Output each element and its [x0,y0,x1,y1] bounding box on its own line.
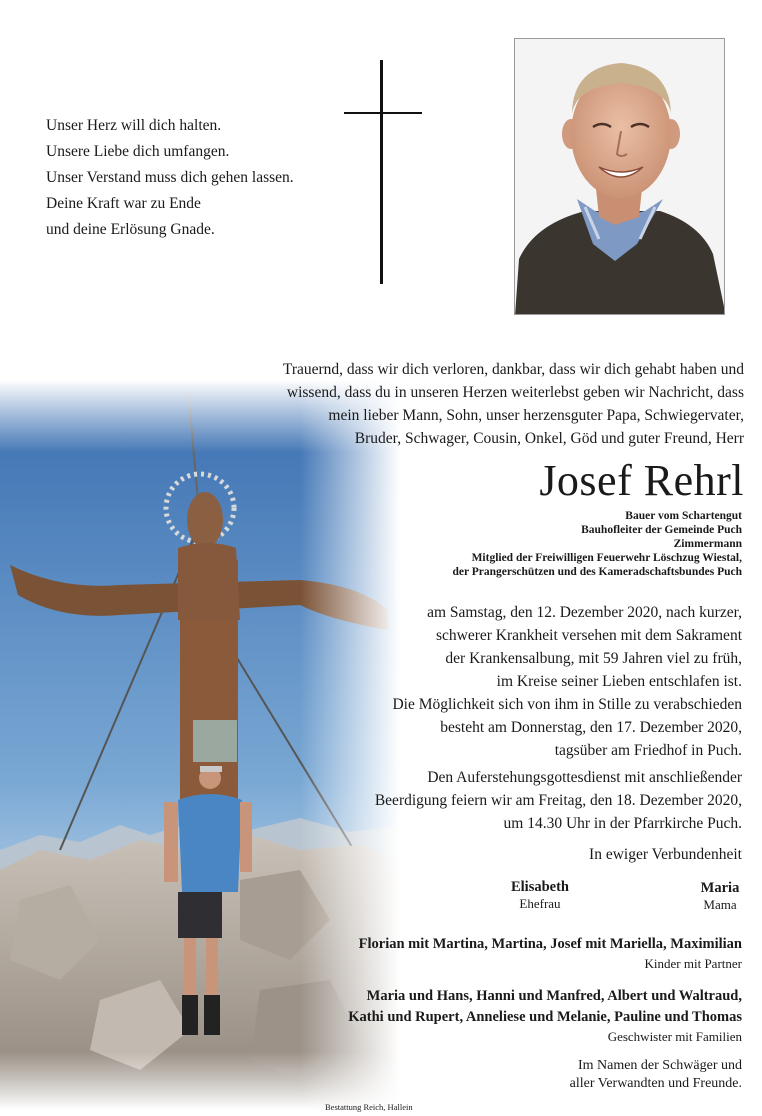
farewell-notice [392,693,742,762]
role-line: Mitglied der Freiwilligen Feuerwehr Löschzug Wiestal, [471,552,742,564]
intro-text [244,358,744,450]
poem-line: Unser Herz will dich halten. [46,117,222,134]
notice-line: schwerer Krankheit versehen mit dem Sakrament [435,627,742,644]
cross-icon [344,60,422,284]
mourner-role: Geschwister mit Familien [607,1029,742,1044]
notice-line: im Kreise seiner Lieben entschlafen ist. [496,673,742,690]
poem-line: und deine Erlösung Gnade. [46,221,215,238]
mourner-names: Kathi und Rupert, Anneliese und Melanie, Pauline und Thomas [348,1009,742,1025]
mourner-children [359,934,742,973]
mourner-role: Mama [703,897,737,912]
service-notice [375,766,742,835]
summit-cross-photo [0,380,400,1110]
others-line: Im Namen der Schwäger und [577,1058,742,1073]
mourner-name: Maria [700,880,740,896]
notice-line: Die Möglichkeit sich von ihm in Stille zu verabschieden [392,696,742,713]
poem-line: Unser Verstand muss dich gehen lassen. [46,169,294,186]
intro-line: wissend, dass du in unseren Herzen weiterlebst geben wir Nachricht, dass [286,384,744,401]
role-line: Bauhofleiter der Gemeinde Puch [581,524,742,536]
mourner-names: Florian mit Martina, Martina, Josef mit Mariella, Maximilian [358,936,742,952]
roles-list [452,509,742,579]
role-line: Bauer vom Schartengut [625,510,742,522]
mourner-role: Kinder mit Partner [644,956,742,971]
mourner-name: Elisabeth [510,879,569,895]
notice-line: der Krankensalbung, mit 59 Jahren viel zu früh, [445,650,742,667]
mourner-siblings [348,986,742,1046]
closing-phrase: In ewiger Verbundenheit [589,846,742,863]
intro-line: mein lieber Mann, Sohn, unser herzensguter Papa, Schwiegervater, [328,407,744,424]
funeral-home-credit: Bestattung Reich, Hallein [325,1102,413,1112]
mourner-mother [685,880,755,913]
role-line: der Prangerschützen und des Kameradschaftsbundes Puch [452,566,742,578]
notice-line: Den Auferstehungsgottesdienst mit anschließender [427,769,742,786]
role-line: Zimmermann [673,538,742,550]
mourner-names: Maria und Hans, Hanni und Manfred, Albert und Waltraud, [366,988,742,1004]
deceased-name: Josef Rehrl [539,456,744,505]
poem-line: Deine Kraft war zu Ende [46,195,201,212]
notice-line: tagsüber am Friedhof in Puch. [554,742,742,759]
mourner-wife [500,879,580,912]
mourner-others [570,1057,742,1093]
notice-line: Beerdigung feiern wir am Freitag, den 18. Dezember 2020, [374,792,742,809]
death-notice [427,601,742,693]
intro-line: Bruder, Schwager, Cousin, Onkel, Göd und guter Freund, Herr [354,430,744,447]
mourner-role: Ehefrau [519,896,561,911]
notice-line: besteht am Donnerstag, den 17. Dezember 2020, [440,719,742,736]
poem [46,113,346,243]
notice-line: am Samstag, den 12. Dezember 2020, nach kurzer, [427,604,742,621]
notice-line: um 14.30 Uhr in der Pfarrkirche Puch. [503,815,742,832]
poem-line: Unsere Liebe dich umfangen. [46,143,230,160]
others-line: aller Verwandten und Freunde. [569,1076,742,1091]
portrait-photo [514,38,725,315]
intro-line: Trauernd, dass wir dich verloren, dankbar, dass wir dich gehabt haben und [282,361,744,378]
